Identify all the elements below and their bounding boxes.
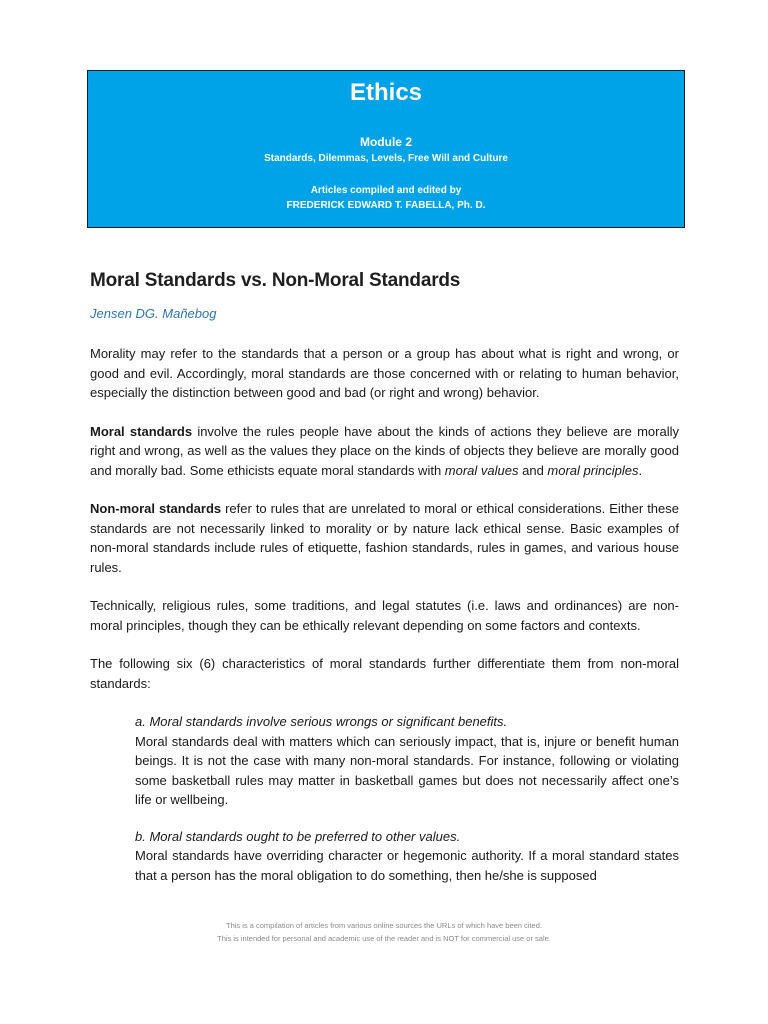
page-footer	[0, 919, 768, 945]
paragraph-non-moral-standards	[90, 499, 679, 577]
term-moral-standards: Moral standards	[90, 423, 193, 439]
paragraph-text: refer to rules that are unrelated to moral or ethical considerations. Either these standards are not necessarily linked to morality or by nature lack ethical sense. Basic examples of non-moral standards include rules of etiquette, fashion standards, rules in games, and various house rules.	[90, 501, 679, 575]
paragraph-text: .	[638, 462, 643, 478]
paragraph-text: and	[518, 462, 548, 478]
term-moral-values: moral values	[444, 462, 519, 478]
paragraph-moral-standards	[90, 422, 679, 481]
paragraph-text: involve the rules people have about the kinds of actions they believe are morally right and wrong, as well as the values they place on the kinds of objects they believe are morally good and morally bad. Some ethicists equate moral standards with	[90, 423, 679, 478]
list-item	[135, 712, 679, 810]
footer-line-1: This is a compilation of articles from various online sources the URLs of which have been cited.	[226, 921, 542, 930]
item-heading: a. Moral standards involve serious wrongs or significant benefits.	[135, 714, 508, 729]
banner-compiled-by: Articles compiled and edited by	[310, 185, 462, 196]
article-body	[90, 344, 679, 902]
banner-module: Module 2	[359, 135, 412, 149]
list-item	[135, 827, 679, 886]
term-non-moral-standards: Non-moral standards	[90, 501, 222, 516]
article-author: Jensen DG. Mañebog	[90, 306, 217, 321]
item-text: Moral standards deal with matters which can seriously impact, that is, injure or benefit human beings. It is not the case with many non-moral standards. For instance, following or violating some basketball rules may matter in basketball games but does not necessarily affect one’s life or wellbeing.	[135, 733, 679, 807]
item-heading: b. Moral standards ought to be preferred to other values.	[135, 828, 461, 844]
term-moral-principles: moral principles	[547, 462, 639, 478]
article-title: Moral Standards vs. Non-Moral Standards	[90, 270, 461, 291]
banner-editor: FREDERICK EDWARD T. FABELLA, Ph. D.	[286, 200, 486, 211]
item-text: Moral standards have overriding character or hegemonic authority. If a moral standard states that a person has the moral obligation to do something, then he/she is supposed	[135, 848, 679, 883]
footer-line-2: This is intended for personal and academic use of the reader and is NOT for commercial use or sale.	[217, 934, 551, 943]
characteristics-list	[135, 712, 679, 885]
paragraph-religious-rules: Technically, religious rules, some traditions, and legal statutes (i.e. laws and ordinances) are non-moral principles, though they can be ethically relevant depending on some factors and contexts.	[90, 598, 679, 633]
module-banner	[87, 70, 685, 228]
banner-title: Ethics	[349, 79, 423, 106]
paragraph-characteristics-intro: The following six (6) characteristics of moral standards further differentiate them from non-moral standards:	[90, 656, 679, 691]
banner-subtitle: Standards, Dilemmas, Levels, Free Will and Culture	[264, 153, 508, 164]
paragraph-morality: Morality may refer to the standards that a person or a group has about what is right and wrong, or good and evil. Accordingly, moral standards are those concerned with or relating to human behavior, especially the distinction between good and bad (or right and wrong) behavior.	[90, 346, 679, 400]
